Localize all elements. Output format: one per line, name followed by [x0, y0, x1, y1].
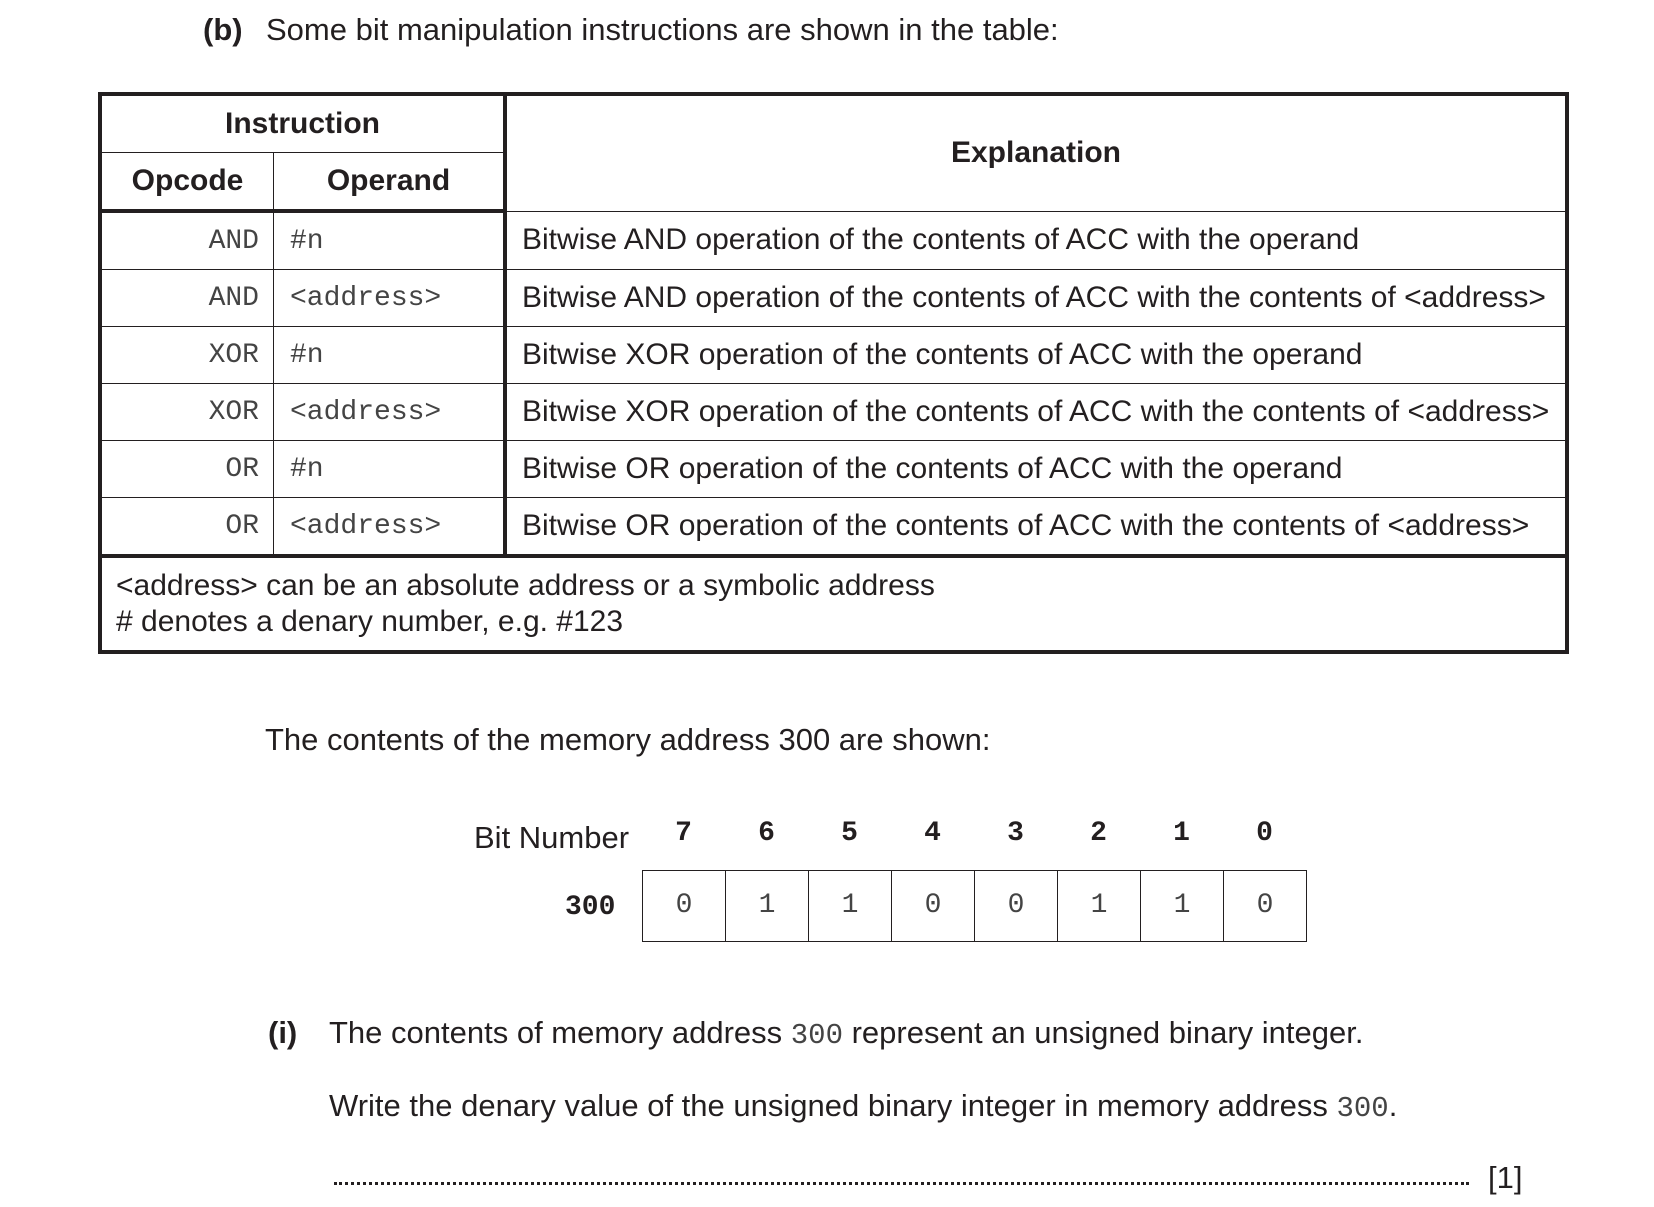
table-row	[100, 384, 1567, 441]
question-text-after: represent an unsigned binary integer.	[842, 1015, 1364, 1050]
question-text-before: The contents of memory address	[329, 1015, 791, 1050]
bit-number: 6	[758, 818, 775, 849]
note-address: <address> can be an absolute address or a symbolic address	[116, 569, 935, 602]
bit-number: 0	[1256, 818, 1273, 849]
opcode-header: Opcode	[100, 153, 274, 212]
opcode-cell: AND	[100, 270, 274, 327]
part-text: Some bit manipulation instructions are shown in the table:	[266, 12, 1059, 47]
operand-header: Operand	[274, 153, 506, 212]
table-row	[100, 441, 1567, 498]
table-notes	[100, 556, 1567, 652]
explanation-cell: Bitwise AND operation of the contents of ACC with the contents of <address>	[505, 270, 1567, 327]
instruction-table	[98, 92, 1569, 654]
explanation-cell: Bitwise XOR operation of the contents of ACC with the operand	[505, 327, 1567, 384]
bit-number: 7	[675, 818, 692, 849]
table-row	[100, 270, 1567, 327]
note-denary: # denotes a denary number, e.g. #123	[116, 605, 624, 638]
bit-number-row	[642, 818, 1306, 849]
opcode-cell: OR	[100, 441, 274, 498]
bit-cell: 0	[891, 871, 974, 941]
question-code: 300	[790, 1019, 843, 1052]
bit-cell: 1	[725, 871, 808, 941]
bit-cell: 0	[974, 871, 1057, 941]
bit-cell: 0	[1223, 871, 1306, 941]
memory-address-label: 300	[565, 892, 616, 923]
opcode-cell: XOR	[100, 384, 274, 441]
operand-cell: <address>	[274, 384, 506, 441]
operand-cell: <address>	[274, 270, 506, 327]
answer-line[interactable]	[334, 1172, 1469, 1185]
explanation-cell: Bitwise OR operation of the contents of ACC with the contents of <address>	[505, 498, 1567, 557]
opcode-cell: XOR	[100, 327, 274, 384]
memory-intro: The contents of the memory address 300 are shown:	[265, 722, 991, 757]
part-heading	[203, 12, 1059, 48]
bit-number: 4	[924, 818, 941, 849]
part-label: (b)	[203, 12, 243, 47]
table-row	[100, 327, 1567, 384]
bit-cell: 1	[1057, 871, 1140, 941]
explanation-header: Explanation	[505, 94, 1567, 211]
bit-number: 2	[1090, 818, 1107, 849]
prompt-after: .	[1388, 1088, 1398, 1123]
table-row	[100, 211, 1567, 270]
explanation-cell: Bitwise XOR operation of the contents of ACC with the contents of <address>	[505, 384, 1567, 441]
prompt-before: Write the denary value of the unsigned binary integer in memory address	[329, 1088, 1337, 1123]
table-header-row	[100, 94, 1567, 153]
operand-cell: #n	[274, 211, 506, 270]
bit-cell: 1	[1140, 871, 1223, 941]
opcode-cell: OR	[100, 498, 274, 557]
explanation-cell: Bitwise AND operation of the contents of ACC with the operand	[505, 211, 1567, 270]
question-prompt	[329, 1088, 1397, 1125]
memory-bit-cells	[642, 870, 1307, 942]
question-label: (i)	[268, 1015, 298, 1050]
bit-number: 5	[841, 818, 858, 849]
operand-cell: <address>	[274, 498, 506, 557]
operand-cell: #n	[274, 327, 506, 384]
prompt-code: 300	[1336, 1092, 1389, 1125]
instruction-header: Instruction	[100, 94, 505, 153]
bit-number: 1	[1173, 818, 1190, 849]
table-notes-row	[100, 556, 1567, 652]
bit-number: 3	[1007, 818, 1024, 849]
marks-label: [1]	[1488, 1160, 1523, 1195]
explanation-cell: Bitwise OR operation of the contents of ACC with the operand	[505, 441, 1567, 498]
table-row	[100, 498, 1567, 557]
bit-number-label: Bit Number	[474, 820, 630, 855]
bit-cell: 1	[808, 871, 891, 941]
bit-cell: 0	[675, 890, 693, 921]
opcode-cell: AND	[100, 211, 274, 270]
question-text	[329, 1015, 1363, 1052]
operand-cell: #n	[274, 441, 506, 498]
